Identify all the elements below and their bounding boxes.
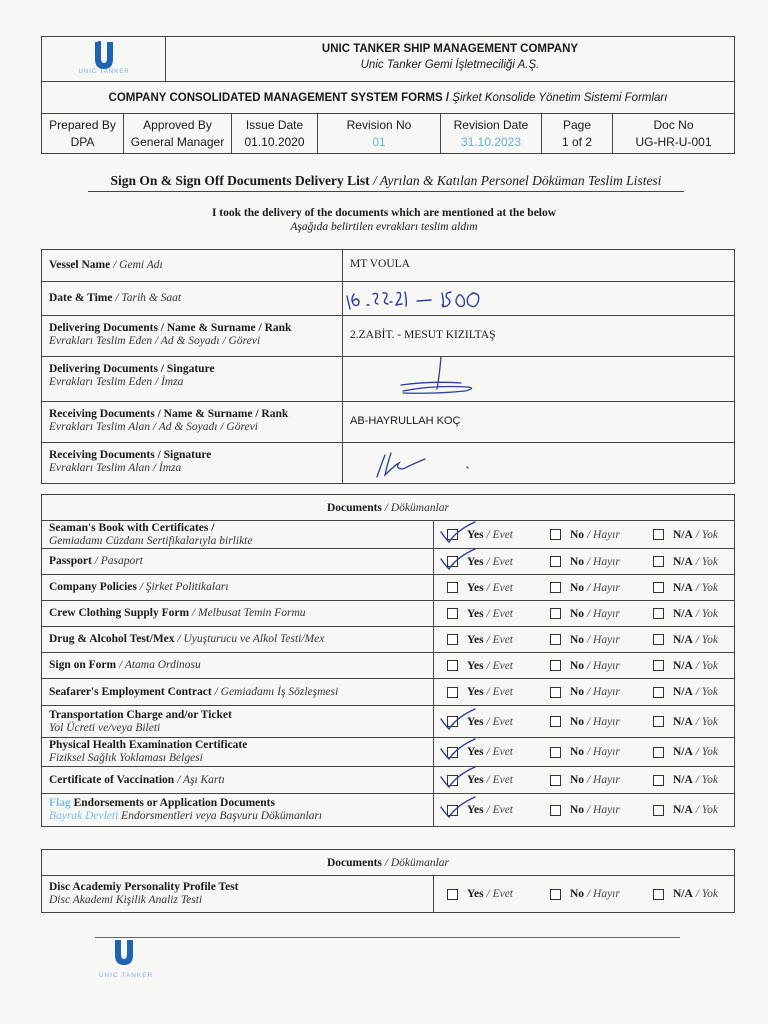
checkbox[interactable] — [653, 660, 664, 671]
option-label-tr: / Yok — [695, 804, 718, 816]
info-label-en: Date & Time — [49, 292, 113, 304]
no-option[interactable] — [550, 746, 620, 758]
meta-label: Revision Date — [453, 118, 529, 132]
checkbox[interactable] — [653, 716, 664, 727]
document-label-en: Certificate of Vaccination — [49, 773, 175, 786]
meta-revision-date — [441, 114, 542, 153]
checkbox[interactable] — [447, 687, 458, 698]
option-label: Yes — [467, 633, 484, 646]
yes-option[interactable] — [447, 804, 513, 816]
option-label-tr: / Yok — [695, 715, 718, 728]
option-label: No — [570, 581, 585, 594]
document-label — [42, 601, 434, 626]
info-row-date-time — [42, 282, 734, 316]
option-label-tr: / Evet — [486, 715, 513, 728]
option-label-tr: / Yok — [695, 774, 718, 786]
option-label-tr: / Hayır — [586, 686, 620, 698]
checkbox[interactable] — [653, 582, 664, 593]
option-label: Yes — [467, 555, 484, 568]
checkbox[interactable] — [447, 608, 458, 619]
option-label-tr: / Evet — [486, 746, 513, 758]
na-option[interactable] — [653, 608, 718, 620]
option-label-tr: / Yok — [695, 555, 718, 568]
no-option[interactable] — [550, 556, 620, 568]
document-label-en: Endorsements or Application Documents — [73, 797, 275, 809]
yes-option[interactable] — [447, 556, 513, 568]
document-label-en: Crew Clothing Supply Form — [49, 607, 190, 619]
option-label: No — [570, 746, 585, 758]
option-label-tr: / Hayır — [586, 607, 620, 620]
option-label-tr: / Evet — [486, 633, 513, 646]
option-label-tr: / Hayır — [586, 528, 620, 541]
document-label-tr: Endorsmentleri veya Başvuru Dökümanları — [121, 810, 323, 822]
info-label-tr: Evrakları Teslim Alan / İmza — [49, 462, 182, 474]
no-option[interactable] — [550, 582, 620, 594]
yes-option[interactable] — [447, 582, 513, 594]
document-row — [42, 738, 734, 767]
option-label: N/A — [673, 528, 693, 541]
checkbox[interactable] — [550, 775, 561, 786]
checkbox[interactable] — [550, 747, 561, 758]
option-label: No — [570, 774, 585, 786]
company-logo — [42, 37, 166, 82]
option-label-tr: / Evet — [486, 888, 513, 900]
checkmark-icon — [439, 795, 483, 819]
info-label-en: Vessel Name — [49, 259, 111, 271]
option-label-tr: / Yok — [695, 659, 718, 672]
option-label: No — [570, 715, 585, 728]
info-label — [42, 250, 343, 281]
document-label — [42, 706, 434, 737]
na-option[interactable] — [653, 660, 718, 672]
option-label-tr: / Hayır — [586, 659, 620, 672]
document-title-en: Sign On & Sign Off Documents Delivery List — [110, 173, 370, 188]
info-row-receiving-name — [42, 402, 734, 443]
document-label-en: Company Policies — [49, 581, 137, 593]
checkbox[interactable] — [653, 687, 664, 698]
option-label: Yes — [467, 581, 484, 594]
delivery-info-table — [41, 249, 735, 484]
checkmark-icon — [439, 737, 483, 761]
option-label: No — [570, 633, 585, 646]
option-label: N/A — [673, 888, 693, 900]
option-label-tr: / Hayır — [586, 715, 620, 728]
logo-u-icon — [96, 938, 156, 968]
footer-logo — [96, 938, 156, 984]
yes-option[interactable] — [447, 660, 513, 672]
option-label: Yes — [467, 659, 484, 672]
meta-label: Prepared By — [49, 118, 116, 132]
date-time-field[interactable] — [343, 282, 734, 316]
info-label-tr: Evrakları Teslim Eden / Ad & Soyadı / Görevi — [49, 335, 261, 347]
delivering-signature — [343, 357, 543, 401]
checkbox[interactable] — [550, 660, 561, 671]
checkbox[interactable] — [447, 660, 458, 671]
meta-prepared-by — [42, 114, 124, 153]
checkbox[interactable] — [550, 687, 561, 698]
form-header — [41, 36, 735, 154]
info-label-en: Receiving Documents / Signature — [49, 449, 212, 461]
document-label — [42, 575, 434, 600]
yes-option[interactable] — [447, 716, 513, 728]
na-option[interactable] — [653, 716, 718, 728]
info-label-tr: / Gemi Adı — [113, 259, 163, 271]
checkmark-icon — [439, 547, 483, 571]
no-option[interactable] — [550, 660, 620, 672]
option-label-tr: / Hayır — [586, 774, 620, 786]
checkbox[interactable] — [550, 634, 561, 645]
logo-text: UNIC TANKER — [78, 69, 130, 75]
meta-label: Issue Date — [245, 118, 304, 132]
info-label-tr: / Tarih & Saat — [115, 292, 182, 304]
option-label-tr: / Evet — [486, 659, 513, 672]
option-label-tr: / Yok — [695, 528, 718, 541]
footer-divider — [95, 937, 680, 938]
option-label-tr: / Hayır — [586, 581, 620, 594]
option-label: N/A — [673, 633, 693, 646]
checkbox[interactable] — [447, 889, 458, 900]
option-label-tr: / Hayır — [586, 888, 620, 900]
date-time-value: 16.05.21 - 1500 — [347, 301, 354, 302]
option-label: Yes — [467, 774, 484, 786]
intro-tr: Aşağıda belirtilen evrakları teslim aldım — [290, 221, 478, 233]
checkmark-icon — [439, 520, 483, 544]
yes-option[interactable] — [447, 529, 513, 541]
document-label-tr: / Uyuşturucu ve Alkol Testi/Mex — [177, 633, 325, 645]
document-label-tr: / Şirket Politikaları — [139, 581, 229, 593]
no-option[interactable] — [550, 608, 620, 620]
checkbox[interactable] — [550, 529, 561, 540]
document-row — [42, 767, 734, 794]
document-label-tr: / Gemiadamı İş Sözleşmesi — [214, 685, 339, 698]
company-name: UNIC TANKER SHIP MANAGEMENT COMPANY — [321, 43, 579, 55]
na-option[interactable] — [653, 556, 718, 568]
no-option[interactable] — [550, 716, 620, 728]
documents-table-2 — [41, 849, 735, 913]
option-label: No — [570, 804, 585, 816]
document-label-tr: / Pasaport — [94, 555, 143, 567]
option-label: No — [570, 686, 585, 698]
meta-revision-no — [318, 114, 441, 153]
option-label: N/A — [673, 774, 693, 786]
option-label: N/A — [673, 581, 693, 594]
na-option[interactable] — [653, 529, 718, 541]
delivering-name-field[interactable]: 2.ZABİT. - MESUT KIZILTAŞ — [350, 329, 496, 341]
no-option[interactable] — [550, 804, 620, 816]
option-label: N/A — [673, 607, 693, 620]
option-label: No — [570, 555, 585, 568]
document-label-tr: / Aşı Kartı — [177, 773, 225, 786]
option-label: No — [570, 888, 585, 900]
option-label: N/A — [673, 715, 693, 728]
document-label-tr: Disc Akademi Kişilik Analiz Testi — [49, 894, 203, 906]
meta-issue-date — [232, 114, 318, 153]
company-name-tr: Unic Tanker Gemi İşletmeciliği A.Ş. — [360, 59, 540, 71]
option-label: N/A — [673, 686, 693, 698]
checkmark-icon — [439, 765, 483, 789]
flag-word: Flag — [49, 797, 71, 809]
info-label-en: Delivering Documents / Name & Surname / Rank — [49, 322, 292, 334]
company-row — [42, 37, 734, 82]
no-option[interactable] — [550, 774, 620, 786]
document-label-en: Passport — [49, 555, 92, 567]
document-label — [42, 767, 434, 793]
no-option[interactable] — [550, 634, 620, 646]
checkbox[interactable] — [653, 775, 664, 786]
document-label — [42, 549, 434, 574]
checkbox[interactable] — [653, 805, 664, 816]
option-label: Yes — [467, 746, 484, 758]
system-forms-row — [42, 82, 734, 114]
document-row — [42, 679, 734, 706]
receiving-signature-field[interactable] — [343, 443, 734, 483]
meta-value: UG-HR-U-001 — [635, 135, 712, 149]
checkbox[interactable] — [653, 608, 664, 619]
document-label-en: Seafarer's Employment Contract — [49, 685, 212, 698]
option-label-tr: / Yok — [695, 746, 718, 758]
no-option[interactable] — [550, 686, 620, 698]
documents-table-header — [42, 850, 734, 876]
checkmark-icon — [439, 707, 483, 731]
meta-label: Doc No — [653, 118, 694, 132]
option-label: No — [570, 659, 585, 672]
na-option[interactable] — [653, 888, 718, 900]
document-label-tr: / Melbusat Temin Formu — [191, 607, 306, 619]
document-label-en: Physical Health Examination Certificate — [49, 739, 248, 751]
yes-option[interactable] — [447, 774, 513, 786]
document-row — [42, 575, 734, 601]
yes-option[interactable] — [447, 608, 513, 620]
info-label — [42, 316, 343, 356]
documents-table-header — [42, 495, 734, 521]
meta-value: 31.10.2023 — [460, 135, 522, 149]
document-label — [42, 679, 434, 705]
na-option[interactable] — [653, 686, 718, 698]
info-label-tr: Evrakları Teslim Eden / İmza — [49, 376, 184, 388]
meta-doc-no — [613, 114, 734, 153]
handwritten-date-time — [343, 283, 573, 313]
delivering-signature-field[interactable] — [343, 357, 734, 401]
info-label — [42, 357, 343, 401]
meta-label: Approved By — [143, 118, 212, 132]
na-option[interactable] — [653, 804, 718, 816]
documents-header-en: Documents — [326, 857, 382, 869]
receiving-name-field[interactable]: AB-HAYRULLAH KOÇ — [350, 415, 461, 427]
document-label-en: Transportation Charge and/or Ticket — [49, 708, 232, 721]
document-label-en: Sign on Form — [49, 659, 117, 671]
option-label-tr: / Evet — [486, 686, 513, 698]
na-option[interactable] — [653, 746, 718, 758]
option-label: Yes — [467, 888, 484, 900]
option-label-tr: / Evet — [486, 528, 513, 541]
documents-header-tr: / Dökümanlar — [384, 502, 450, 514]
checkbox[interactable] — [653, 889, 664, 900]
option-label-tr: / Yok — [695, 581, 718, 594]
option-label: N/A — [673, 555, 693, 568]
meta-value: General Manager — [130, 135, 225, 149]
info-row-vessel — [42, 250, 734, 282]
option-label: N/A — [673, 659, 693, 672]
document-label-tr: Fiziksel Sağlık Yoklaması Belgesi — [49, 752, 203, 764]
meta-value: 1 of 2 — [561, 135, 593, 149]
flag-word-tr: Bayrak Devleti — [49, 810, 119, 822]
info-label-en: Receiving Documents / Name & Surname / Rank — [49, 408, 289, 420]
footer-logo-text: UNIC TANKER — [98, 972, 154, 979]
option-label-tr: / Evet — [486, 555, 513, 568]
option-label-tr: / Yok — [695, 633, 718, 646]
option-label: No — [570, 607, 585, 620]
option-label-tr: / Yok — [695, 686, 718, 698]
checkbox[interactable] — [447, 634, 458, 645]
option-label-tr: / Hayır — [586, 804, 620, 816]
document-row — [42, 706, 734, 738]
yes-option[interactable] — [447, 746, 513, 758]
checkbox[interactable] — [550, 716, 561, 727]
option-label-tr: / Evet — [486, 774, 513, 786]
info-label — [42, 443, 343, 483]
yes-option[interactable] — [447, 888, 513, 900]
option-label: Yes — [467, 686, 484, 698]
checkbox[interactable] — [550, 556, 561, 567]
info-label-en: Delivering Documents / Singature — [49, 363, 215, 375]
document-label-en: Seaman's Book with Certificates / — [49, 521, 215, 534]
document-label — [42, 653, 434, 678]
document-label-en: Disc Academiy Personality Profile Test — [49, 881, 239, 893]
vessel-name-field[interactable]: MT VOULA — [350, 258, 410, 270]
option-label: Yes — [467, 528, 484, 541]
documents-header-tr: / Dökümanlar — [384, 857, 450, 869]
option-label: No — [570, 528, 585, 541]
logo-u-icon — [42, 37, 166, 82]
option-label: N/A — [673, 746, 693, 758]
document-label-en: Drug & Alcohol Test/Mex — [49, 633, 175, 645]
no-option[interactable] — [550, 888, 620, 900]
document-label — [42, 794, 434, 826]
option-label-tr: / Hayır — [586, 746, 620, 758]
meta-page — [542, 114, 613, 153]
document-row — [42, 794, 734, 826]
info-row-delivering-signature — [42, 357, 734, 402]
document-label — [42, 627, 434, 652]
checkbox[interactable] — [653, 529, 664, 540]
document-row — [42, 653, 734, 679]
document-meta-row — [42, 114, 734, 153]
documents-header-en: Documents — [326, 502, 382, 514]
meta-value: DPA — [70, 135, 95, 149]
intro-en: I took the delivery of the documents which are mentioned at the below — [211, 207, 557, 219]
info-label — [42, 282, 343, 315]
document-row — [42, 549, 734, 575]
document-title — [88, 173, 684, 192]
document-label-tr: / Atama Ordinosu — [118, 659, 201, 671]
system-forms-title-tr: Şirket Konsolide Yönetim Sistemi Formları — [452, 92, 668, 104]
meta-label: Revision No — [346, 118, 412, 132]
meta-label: Page — [562, 118, 592, 132]
document-title-tr: / Ayrılan & Katılan Personel Döküman Teslim Listesi — [373, 173, 662, 188]
option-label-tr: / Hayır — [586, 555, 620, 568]
document-label — [42, 738, 434, 766]
option-label: Yes — [467, 804, 484, 816]
document-label — [42, 876, 434, 912]
document-label-tr: Yol Ücreti ve/veya Bileti — [49, 721, 161, 734]
document-row — [42, 521, 734, 549]
checkbox[interactable] — [550, 582, 561, 593]
checkbox[interactable] — [550, 608, 561, 619]
system-forms-title: COMPANY CONSOLIDATED MANAGEMENT SYSTEM FORMS / — [108, 92, 450, 104]
yes-option[interactable] — [447, 634, 513, 646]
option-label: N/A — [673, 804, 693, 816]
document-row — [42, 627, 734, 653]
option-label-tr: / Evet — [486, 607, 513, 620]
checkbox[interactable] — [550, 889, 561, 900]
info-label — [42, 402, 343, 442]
meta-approved-by — [124, 114, 232, 153]
meta-value: 01.10.2020 — [244, 135, 305, 149]
info-row-delivering-name — [42, 316, 734, 357]
no-option[interactable] — [550, 529, 620, 541]
checkbox[interactable] — [550, 805, 561, 816]
na-option[interactable] — [653, 634, 718, 646]
option-label-tr: / Evet — [486, 804, 513, 816]
document-row — [42, 601, 734, 627]
info-label-tr: Evrakları Teslim Alan / Ad & Soyadı / Görevi — [49, 421, 258, 433]
yes-option[interactable] — [447, 686, 513, 698]
documents-table — [41, 494, 735, 827]
meta-value: 01 — [372, 135, 386, 149]
document-label-tr: Gemiadamı Cüzdanı Sertifikalarıyla birlikte — [49, 534, 253, 547]
option-label-tr: / Yok — [695, 607, 718, 620]
option-label: Yes — [467, 715, 484, 728]
document-row — [42, 876, 734, 912]
option-label-tr: / Evet — [486, 581, 513, 594]
option-label-tr: / Hayır — [586, 633, 620, 646]
receiving-signature — [343, 443, 543, 483]
checkbox[interactable] — [447, 582, 458, 593]
info-row-receiving-signature — [42, 443, 734, 483]
checkbox[interactable] — [653, 747, 664, 758]
option-label-tr: / Yok — [695, 888, 718, 900]
na-option[interactable] — [653, 774, 718, 786]
option-label: Yes — [467, 607, 484, 620]
document-label — [42, 521, 434, 548]
na-option[interactable] — [653, 582, 718, 594]
checkbox[interactable] — [653, 556, 664, 567]
checkbox[interactable] — [653, 634, 664, 645]
